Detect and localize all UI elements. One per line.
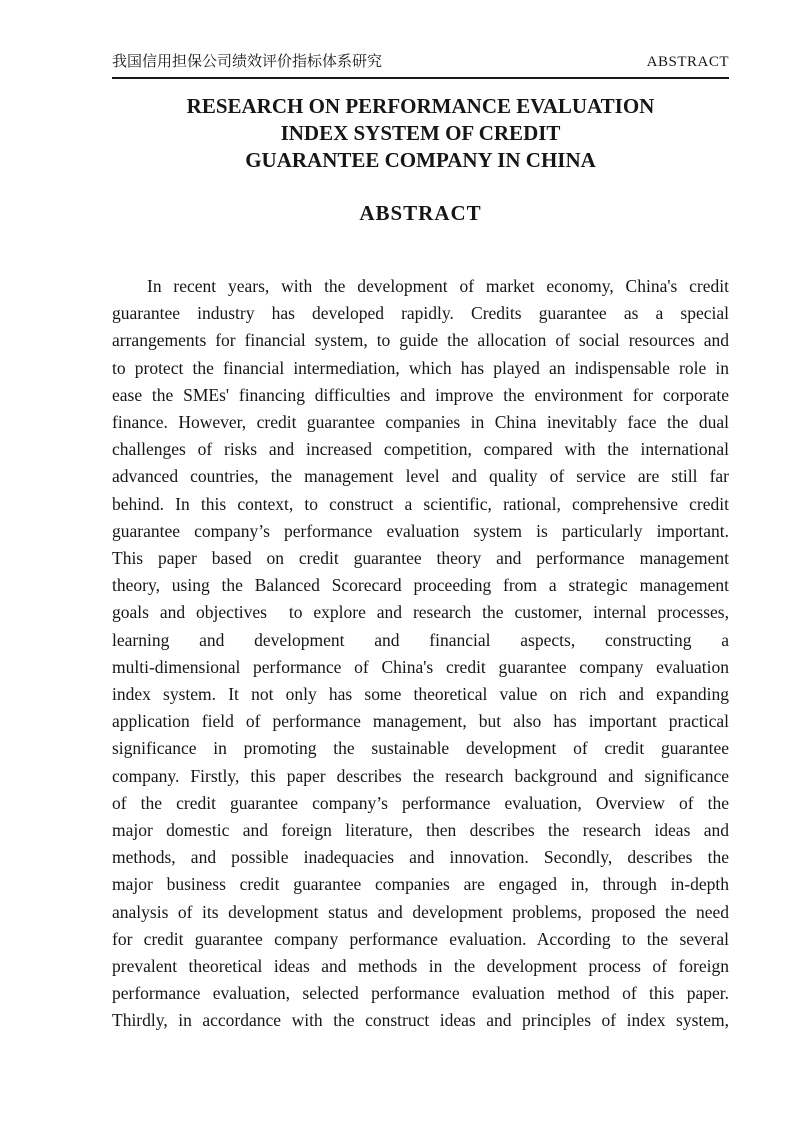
abstract-body-line: arrangements for financial system, to guide the allocation of social resources and — [112, 330, 729, 351]
abstract-body-line: Thirdly, in accordance with the construct ideas and principles of index system, — [112, 1010, 729, 1031]
abstract-body-line: multi-dimensional performance of China's credit guarantee company evaluation — [112, 656, 729, 677]
abstract-body-line: company. Firstly, this paper describes the research background and significance — [112, 765, 729, 786]
abstract-body-line: major business credit guarantee companies are engaged in, through in-depth — [112, 874, 729, 895]
document-title — [112, 93, 729, 174]
abstract-body-line: goals and objectives to explore and research the customer, internal processes, — [112, 602, 729, 623]
abstract-body-line: finance. However, credit guarantee companies in China inevitably face the dual — [112, 412, 729, 433]
abstract-body — [112, 273, 729, 1035]
abstract-body-line: major domestic and foreign literature, then describes the research ideas and — [112, 820, 729, 841]
abstract-body-line: guarantee company’s performance evaluation system is particularly important. — [112, 520, 729, 541]
title-line: RESEARCH ON PERFORMANCE EVALUATION — [186, 94, 655, 118]
title-line: INDEX SYSTEM OF CREDIT — [280, 121, 561, 145]
abstract-body-line: to protect the financial intermediation, which has played an indispensable role in — [112, 357, 729, 378]
abstract-body-line: methods, and possible inadequacies and innovation. Secondly, describes the — [112, 847, 729, 868]
abstract-body-line: ease the SMEs' financing difficulties and improve the environment for corporate — [112, 384, 729, 405]
abstract-body-line: theory, using the Balanced Scorecard proceeding from a strategic management — [112, 575, 729, 596]
page-header — [112, 52, 729, 79]
abstract-body-line: prevalent theoretical ideas and methods in the development process of foreign — [112, 956, 729, 977]
abstract-body-line: for credit guarantee company performance evaluation. According to the several — [112, 928, 729, 949]
abstract-body-line: guarantee industry has developed rapidly. Credits guarantee as a special — [112, 303, 729, 324]
abstract-body-line: performance evaluation, selected performance evaluation method of this paper. — [112, 983, 729, 1004]
abstract-body-line: challenges of risks and increased competition, compared with the international — [112, 439, 729, 460]
abstract-body-line: of the credit guarantee company’s performance evaluation, Overview of the — [112, 792, 729, 813]
abstract-body-line: This paper based on credit guarantee theory and performance management — [112, 548, 729, 569]
abstract-body-line: advanced countries, the management level and quality of service are still far — [112, 466, 729, 487]
header-running-title: 我国信用担保公司绩效评价指标体系研究 — [112, 54, 383, 70]
abstract-body-line: behind. In this context, to construct a scientific, rational, comprehensive credit — [112, 493, 729, 514]
abstract-body-line: significance in promoting the sustainable development of credit guarantee — [112, 738, 729, 759]
abstract-body-line: analysis of its development status and development problems, proposed the need — [112, 901, 729, 922]
header-section-label: ABSTRACT — [646, 54, 729, 70]
abstract-body-line: application field of performance management, but also has important practical — [112, 711, 729, 732]
abstract-body-line: index system. It not only has some theoretical value on rich and expanding — [112, 684, 729, 705]
abstract-heading: ABSTRACT — [359, 201, 482, 225]
abstract-body-line: In recent years, with the development of market economy, China's credit — [147, 276, 729, 296]
abstract-body-line: learning and development and financial aspects, constructing a — [112, 629, 729, 650]
title-line: GUARANTEE COMPANY IN CHINA — [245, 148, 596, 172]
